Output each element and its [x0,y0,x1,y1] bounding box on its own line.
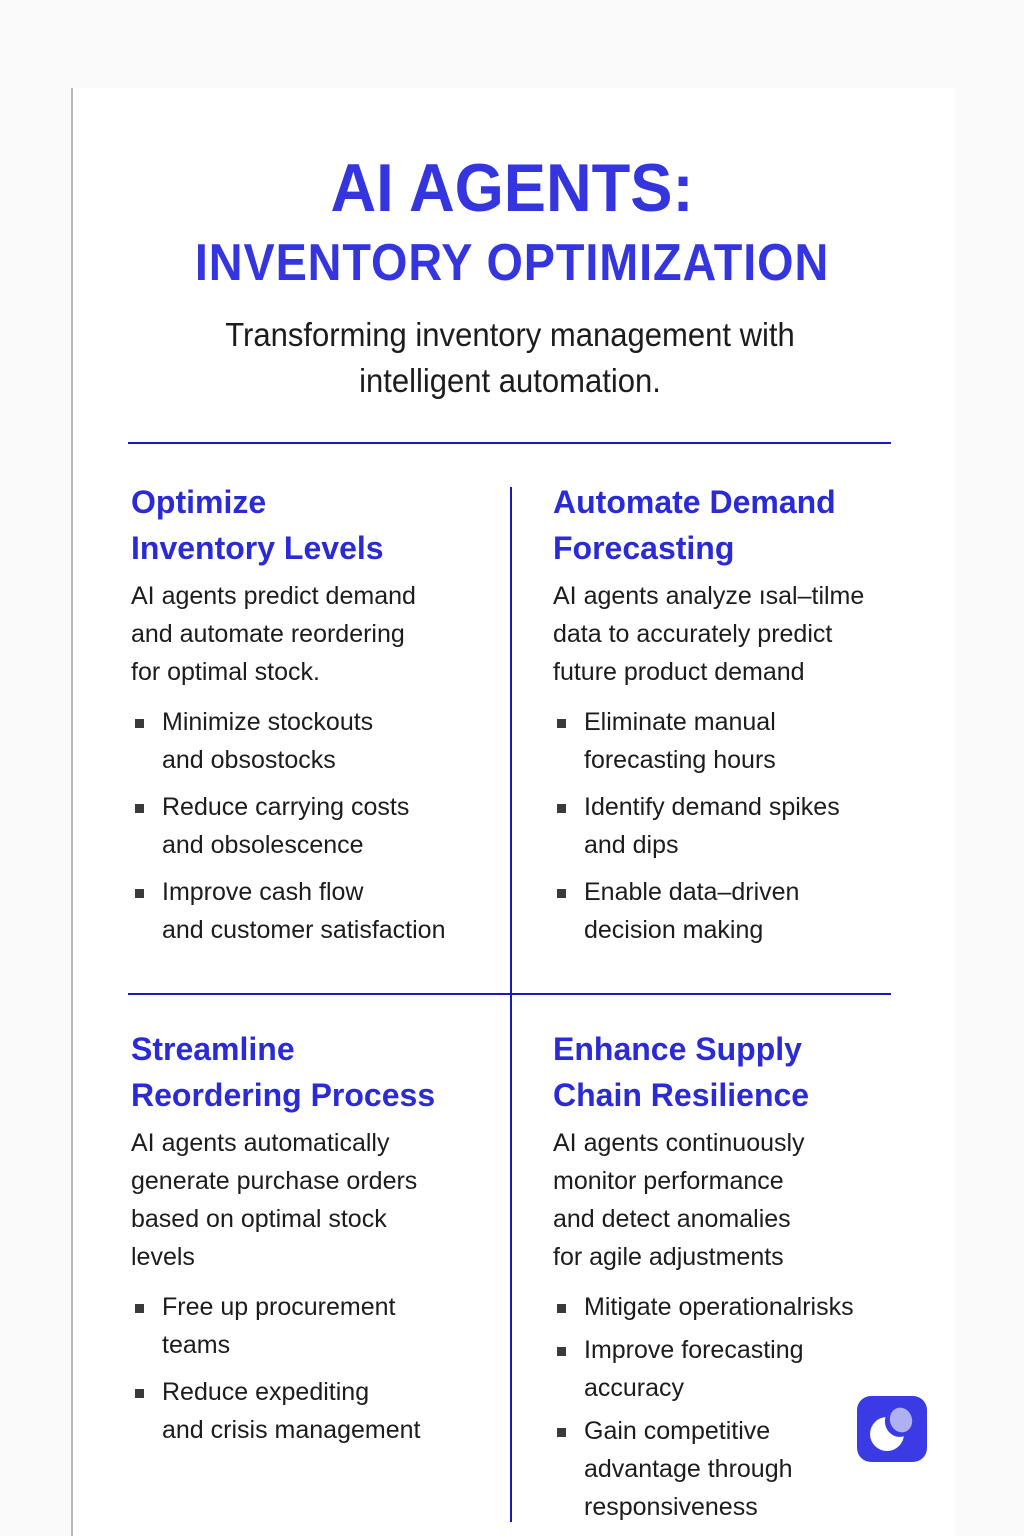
bullet-line: Improve cash flow [162,878,364,906]
square-bullet-icon [135,889,144,898]
bullet-item [553,703,913,779]
subtitle [172,312,849,404]
app-logo[interactable] [857,1396,927,1462]
bullet-line: forecasting hours [584,746,776,774]
vertical-divider [510,487,512,1522]
bullet-item [553,788,913,864]
bullet-line: responsiveness [584,1493,758,1521]
section-description [131,1124,491,1276]
section-title [553,479,913,571]
bullet-line: and dips [584,831,679,859]
bullet-line: advantage through [584,1455,793,1483]
section-title-line: Inventory Levels [131,530,384,566]
bullet-line: Gain competitive [584,1417,771,1445]
description-line: and automate reordering [131,620,405,648]
description-line: based on optimal stock [131,1205,387,1233]
bullet-line: Mitigate operationalrisks [584,1293,854,1321]
bullet-line: Identify demand spikes [584,793,840,821]
section-title-line: Automate Demand [553,484,836,520]
bullet-line: Free up procurement [162,1293,396,1321]
bullet-line: Reduce expediting [162,1378,370,1406]
section-automate-demand-forecasting [553,479,913,958]
bullet-item [131,1373,491,1449]
description-line: for optimal stock. [131,658,320,686]
moon-overlap-logo-icon [857,1396,927,1462]
top-divider [128,442,891,444]
section-title [553,1026,913,1118]
section-title-line: Forecasting [553,530,735,566]
square-bullet-icon [135,719,144,728]
section-streamline-reordering-process [131,1026,491,1458]
description-line: AI agents automatically [131,1129,390,1157]
section-optimize-inventory-levels [131,479,491,958]
bullet-item [131,873,491,949]
description-line: future product demand [553,658,805,686]
square-bullet-icon [135,1389,144,1398]
bullet-item [131,788,491,864]
section-description [553,577,913,691]
bullet-list [131,703,491,949]
bullet-line: Eliminate manual [584,708,776,736]
square-bullet-icon [557,1304,566,1313]
bullet-item [131,703,491,779]
square-bullet-icon [557,804,566,813]
section-title-line: Optimize [131,484,267,520]
bullet-line: accuracy [584,1374,685,1402]
section-description [553,1124,913,1276]
bullet-line: teams [162,1331,231,1359]
bullet-line: and customer satisfaction [162,916,446,944]
bullet-line: Improve forecasting [584,1336,804,1364]
bullet-list [131,1288,491,1449]
description-line: monitor performance [553,1167,784,1195]
bullet-line: Minimize stockouts [162,708,374,736]
section-title-line: Reordering Process [131,1077,436,1113]
description-line: AI agents continuously [553,1129,805,1157]
section-title-line: Streamline [131,1031,295,1067]
bullet-line: Enable data–driven [584,878,800,906]
description-line: data to accurately predict [553,620,833,648]
description-line: for agile adjustments [553,1243,784,1271]
page-title-secondary: INVENTORY OPTIMIZATION [194,234,830,292]
square-bullet-icon [557,719,566,728]
section-title-line: Chain Resilience [553,1077,810,1113]
bullet-line: Reduce carrying costs [162,793,410,821]
description-line: and detect anomalies [553,1205,791,1233]
bullet-item [553,873,913,949]
section-title [131,479,491,571]
description-line: AI agents analyze ısal–tilme [553,582,865,610]
square-bullet-icon [135,1304,144,1313]
bullet-item [553,1288,913,1326]
section-title [131,1026,491,1118]
bullet-list [553,703,913,949]
bullet-line: and crisis management [162,1416,421,1444]
square-bullet-icon [557,889,566,898]
section-title-line: Enhance Supply [553,1031,802,1067]
description-line: AI agents predict demand [131,582,416,610]
description-line: levels [131,1243,195,1271]
bullet-line: decision making [584,916,764,944]
subtitle-line: Transforming inventory management with [225,316,795,353]
square-bullet-icon [135,804,144,813]
bullet-item [131,1288,491,1364]
description-line: generate purchase orders [131,1167,418,1195]
section-description [131,577,491,691]
square-bullet-icon [557,1428,566,1437]
bullet-line: and obsostocks [162,746,336,774]
bullet-line: and obsolescence [162,831,364,859]
subtitle-line: intelligent automation. [359,362,661,399]
page-title: AI AGENTS: [330,150,694,226]
square-bullet-icon [557,1347,566,1356]
